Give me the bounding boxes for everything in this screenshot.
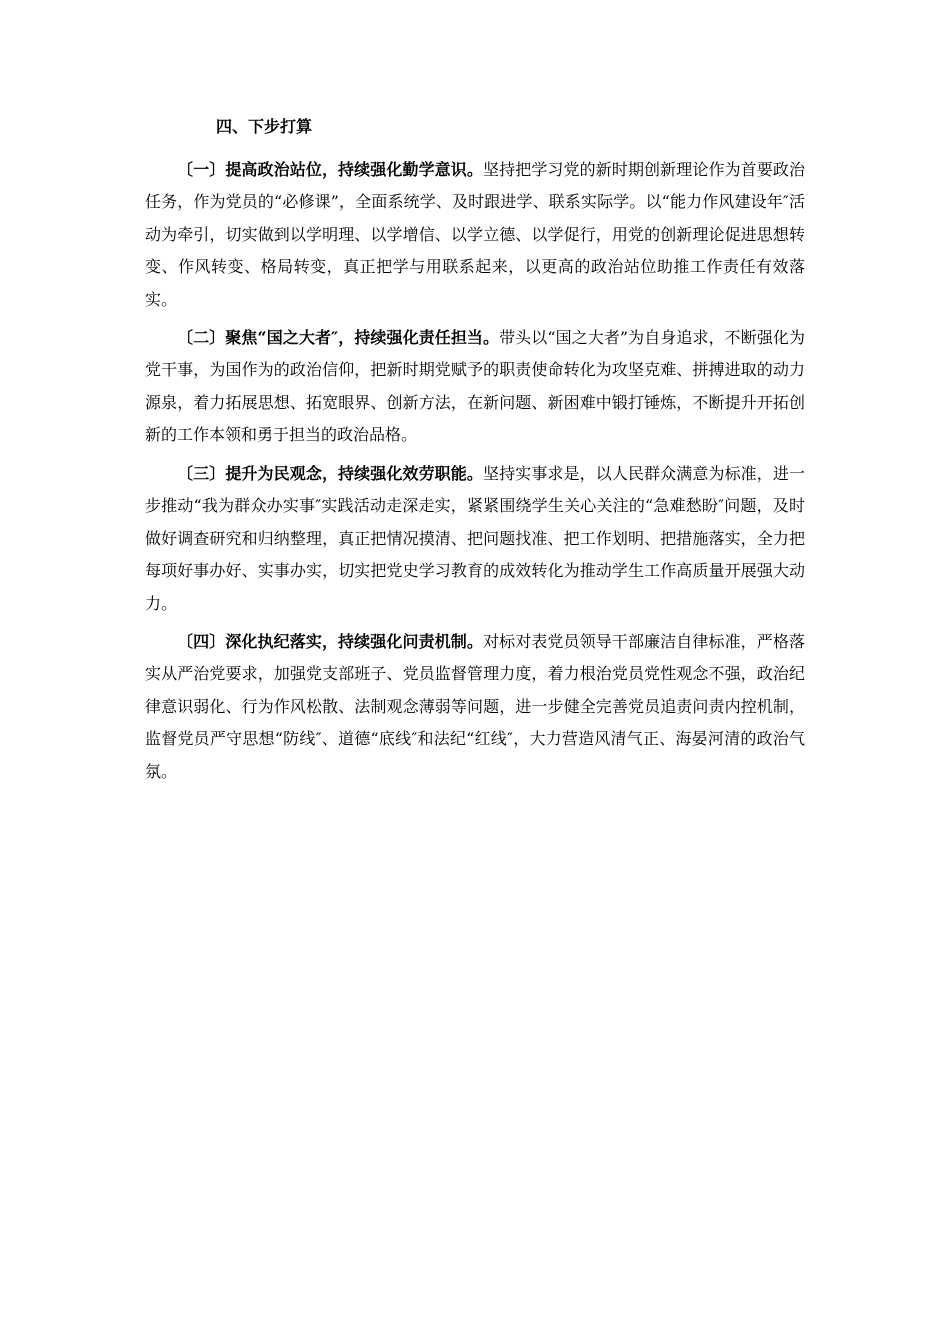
paragraph-lead: 〔四〕深化执纪落实，持续强化问责机制。 bbox=[177, 632, 483, 651]
paragraph-4 bbox=[145, 626, 805, 788]
paragraph-body: 坚持实事求是，以人民群众满意为标准，进一步推动“我为群众办实事″实践活动走深走实，紧紧围绕学生关心关注的“急难愁盼″问题，及时做好调查研究和归纳整理，真正把情况摸清、把问题找准、把工作划明、把措施落实，全力把每项好事办好、实事办实，切实把党史学习教育的成效转化为推动学生工作高质量开展强大动力。 bbox=[145, 464, 805, 613]
paragraph-body: 带头以“国之大者”为自身追求，不断强化为党干事，为国作为的政治信仰，把新时期党赋予的职责使命转化为攻坚克难、拼搏进取的动力源泉，着力拓展思想、拓宽眼界、创新方法，在新问题、新困难中锻打锤炼，不断提升开拓创新的工作本领和勇于担当的政治品格。 bbox=[145, 328, 805, 445]
paragraph-body: 对标对表党员领导干部廉洁自律标准，严格落实从严治党要求，加强党支部班子、党员监督管理力度，着力根治党员党性观念不强，政治纪律意识弱化、行为作风松散、法制观念薄弱等问题，进一步健全完善党员追责问责内控机制，监督党员严守思想“防线″、道德“底线″和法纪“红线″，大力营造风清气正、海晏河清的政治气氛。 bbox=[145, 632, 805, 781]
section-heading: 四、下步打算 bbox=[216, 117, 313, 136]
paragraph-lead: 〔一〕提高政治站位，持续强化勤学意识。 bbox=[177, 160, 483, 179]
paragraph-body: 坚持把学习党的新时期创新理论作为首要政治任务，作为党员的“必修课”，全面系统学、及时跟进学、联系实际学。以“能力作风建设年″活动为牵引，切实做到以学明理、以学增信、以学立德、以学促行，用党的创新理论促进思想转变、作风转变、格局转变，真正把学与用联系起来，以更高的政治站位助推工作责任有效落实。 bbox=[145, 160, 805, 309]
paragraph-1 bbox=[145, 154, 805, 316]
paragraph-3 bbox=[145, 458, 805, 620]
paragraph-lead: 〔三〕提升为民观念，持续强化效劳职能。 bbox=[177, 464, 483, 483]
paragraph-2 bbox=[145, 322, 805, 452]
paragraph-lead: 〔二〕聚焦“国之大者″，持续强化责任担当。 bbox=[177, 328, 500, 347]
